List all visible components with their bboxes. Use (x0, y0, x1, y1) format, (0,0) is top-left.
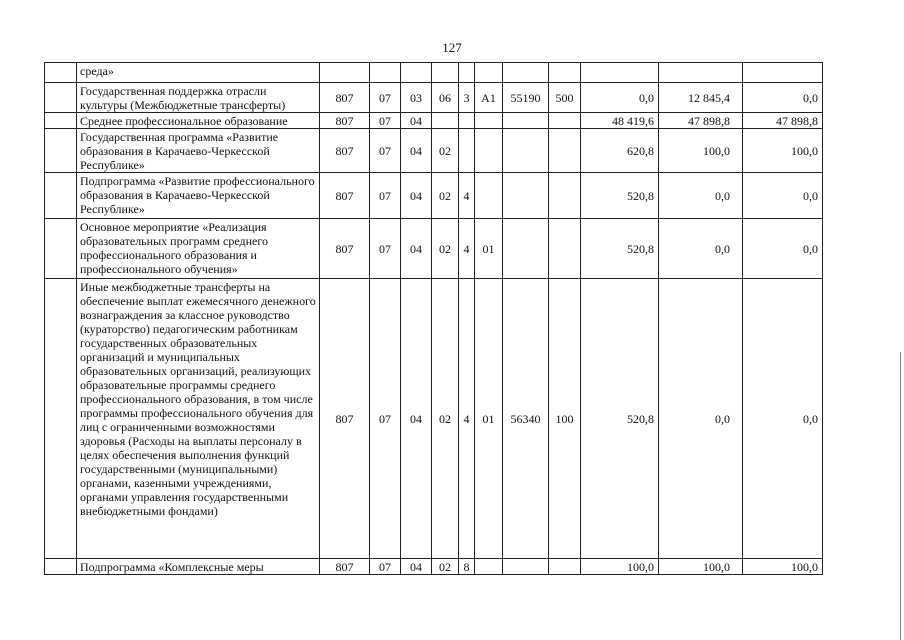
scan-edge-line (900, 352, 901, 640)
column-event-cell (475, 113, 503, 129)
column-direction-cell (503, 63, 549, 83)
column-year1-cell: 48 419,6 (581, 113, 659, 129)
column-subprogram-cell (459, 129, 475, 173)
column-subprogram-cell: 8 (459, 559, 475, 575)
column-vr-cell (549, 129, 581, 173)
table-row (45, 63, 823, 83)
column-year2-cell: 47 898,8 (659, 113, 743, 129)
row-name-cell: Государственная программа «Развитие образования в Карачаево-Черкесской Республике» (77, 129, 320, 173)
column-year1-cell (581, 63, 659, 83)
column-direction-cell (503, 129, 549, 173)
column-direction-cell (503, 559, 549, 575)
column-year1-cell: 520,8 (581, 279, 659, 559)
row-number-cell (45, 173, 77, 219)
column-year3-cell: 0,0 (743, 173, 823, 219)
table-row (45, 219, 823, 279)
column-year3-cell: 100,0 (743, 559, 823, 575)
row-number-cell (45, 83, 77, 113)
column-program-cell: 02 (432, 219, 459, 279)
row-number-cell (45, 559, 77, 575)
row-name-cell: Иные межбюджетные трансферты на обеспечение выплат ежемесячного денежного вознаграждения за классное руководство (кураторство) педагогическим работникам государственных образовательных организаций и муниципальных образовательных организаций, реализующих образовательные программы среднего профессионального образования, в том числе программы профессионального обучения для лиц с ограниченными возможностями здоровья (Расходы на выплаты персоналу в целях обеспечения выполнения функций государственными (муниципальными) органами, казенными учреждениями, органами управления государственными внебюджетными фондами) (77, 279, 320, 559)
column-subprogram-cell (459, 63, 475, 83)
column-rz-cell: 07 (370, 129, 401, 173)
column-year3-cell: 0,0 (743, 279, 823, 559)
column-event-cell (475, 173, 503, 219)
column-direction-cell (503, 219, 549, 279)
column-subprogram-cell (459, 113, 475, 129)
column-year3-cell: 0,0 (743, 219, 823, 279)
column-program-cell: 02 (432, 129, 459, 173)
row-name-cell: среда» (77, 63, 320, 83)
row-name-cell: Государственная поддержка отрасли культуры (Межбюджетные трансферты) (77, 83, 320, 113)
column-pr-cell: 04 (401, 279, 432, 559)
column-direction-cell: 56340 (503, 279, 549, 559)
column-rz-cell: 07 (370, 219, 401, 279)
column-pr-cell: 04 (401, 559, 432, 575)
column-min-cell (320, 63, 370, 83)
column-pr-cell: 03 (401, 83, 432, 113)
column-year1-cell: 620,8 (581, 129, 659, 173)
column-min-cell: 807 (320, 279, 370, 559)
column-subprogram-cell: 4 (459, 173, 475, 219)
column-year3-cell: 0,0 (743, 83, 823, 113)
column-year1-cell: 0,0 (581, 83, 659, 113)
row-name-cell: Подпрограмма «Развитие профессионального образования в Карачаево-Черкесской Республике» (77, 173, 320, 219)
table-row (45, 559, 823, 575)
column-vr-cell (549, 173, 581, 219)
column-year1-cell: 520,8 (581, 219, 659, 279)
column-pr-cell: 04 (401, 219, 432, 279)
table-row (45, 83, 823, 113)
budget-table (44, 62, 823, 575)
column-event-cell (475, 559, 503, 575)
column-year1-cell: 100,0 (581, 559, 659, 575)
column-rz-cell: 07 (370, 559, 401, 575)
table-row (45, 129, 823, 173)
column-year2-cell: 100,0 (659, 129, 743, 173)
column-vr-cell (549, 559, 581, 575)
column-program-cell: 02 (432, 173, 459, 219)
column-year1-cell: 520,8 (581, 173, 659, 219)
column-event-cell: А1 (475, 83, 503, 113)
column-program-cell: 06 (432, 83, 459, 113)
column-subprogram-cell: 3 (459, 83, 475, 113)
column-event-cell: 01 (475, 219, 503, 279)
row-number-cell (45, 129, 77, 173)
column-vr-cell (549, 113, 581, 129)
column-program-cell (432, 63, 459, 83)
column-min-cell: 807 (320, 129, 370, 173)
column-rz-cell: 07 (370, 279, 401, 559)
column-pr-cell: 04 (401, 129, 432, 173)
column-program-cell: 02 (432, 559, 459, 575)
column-program-cell: 02 (432, 279, 459, 559)
column-year3-cell: 100,0 (743, 129, 823, 173)
column-direction-cell: 55190 (503, 83, 549, 113)
column-program-cell (432, 113, 459, 129)
column-subprogram-cell: 4 (459, 279, 475, 559)
column-year2-cell: 0,0 (659, 219, 743, 279)
row-number-cell (45, 219, 77, 279)
column-rz-cell: 07 (370, 173, 401, 219)
column-event-cell (475, 129, 503, 173)
table-row (45, 279, 823, 559)
column-rz-cell: 07 (370, 113, 401, 129)
column-subprogram-cell: 4 (459, 219, 475, 279)
column-year2-cell: 0,0 (659, 279, 743, 559)
page-number: 127 (442, 40, 462, 55)
row-name-cell: Подпрограмма «Комплексные меры (77, 559, 320, 575)
column-direction-cell (503, 113, 549, 129)
row-number-cell (45, 113, 77, 129)
column-min-cell: 807 (320, 173, 370, 219)
column-min-cell: 807 (320, 113, 370, 129)
row-number-cell (45, 63, 77, 83)
column-rz-cell: 07 (370, 83, 401, 113)
column-pr-cell (401, 63, 432, 83)
column-pr-cell: 04 (401, 173, 432, 219)
column-event-cell: 01 (475, 279, 503, 559)
column-year2-cell (659, 63, 743, 83)
row-name-cell: Среднее профессиональное образование (77, 113, 320, 129)
column-year2-cell: 100,0 (659, 559, 743, 575)
row-number-cell (45, 279, 77, 559)
column-pr-cell: 04 (401, 113, 432, 129)
column-vr-cell (549, 63, 581, 83)
column-year2-cell: 0,0 (659, 173, 743, 219)
column-year2-cell: 12 845,4 (659, 83, 743, 113)
table-row (45, 173, 823, 219)
row-name-cell: Основное мероприятие «Реализация образовательных программ среднего профессионального образования и профессионального обучения» (77, 219, 320, 279)
column-event-cell (475, 63, 503, 83)
column-direction-cell (503, 173, 549, 219)
column-year3-cell (743, 63, 823, 83)
column-vr-cell: 500 (549, 83, 581, 113)
column-rz-cell (370, 63, 401, 83)
column-min-cell: 807 (320, 219, 370, 279)
column-min-cell: 807 (320, 83, 370, 113)
column-year3-cell: 47 898,8 (743, 113, 823, 129)
column-vr-cell: 100 (549, 279, 581, 559)
column-vr-cell (549, 219, 581, 279)
table-row (45, 113, 823, 129)
column-min-cell: 807 (320, 559, 370, 575)
